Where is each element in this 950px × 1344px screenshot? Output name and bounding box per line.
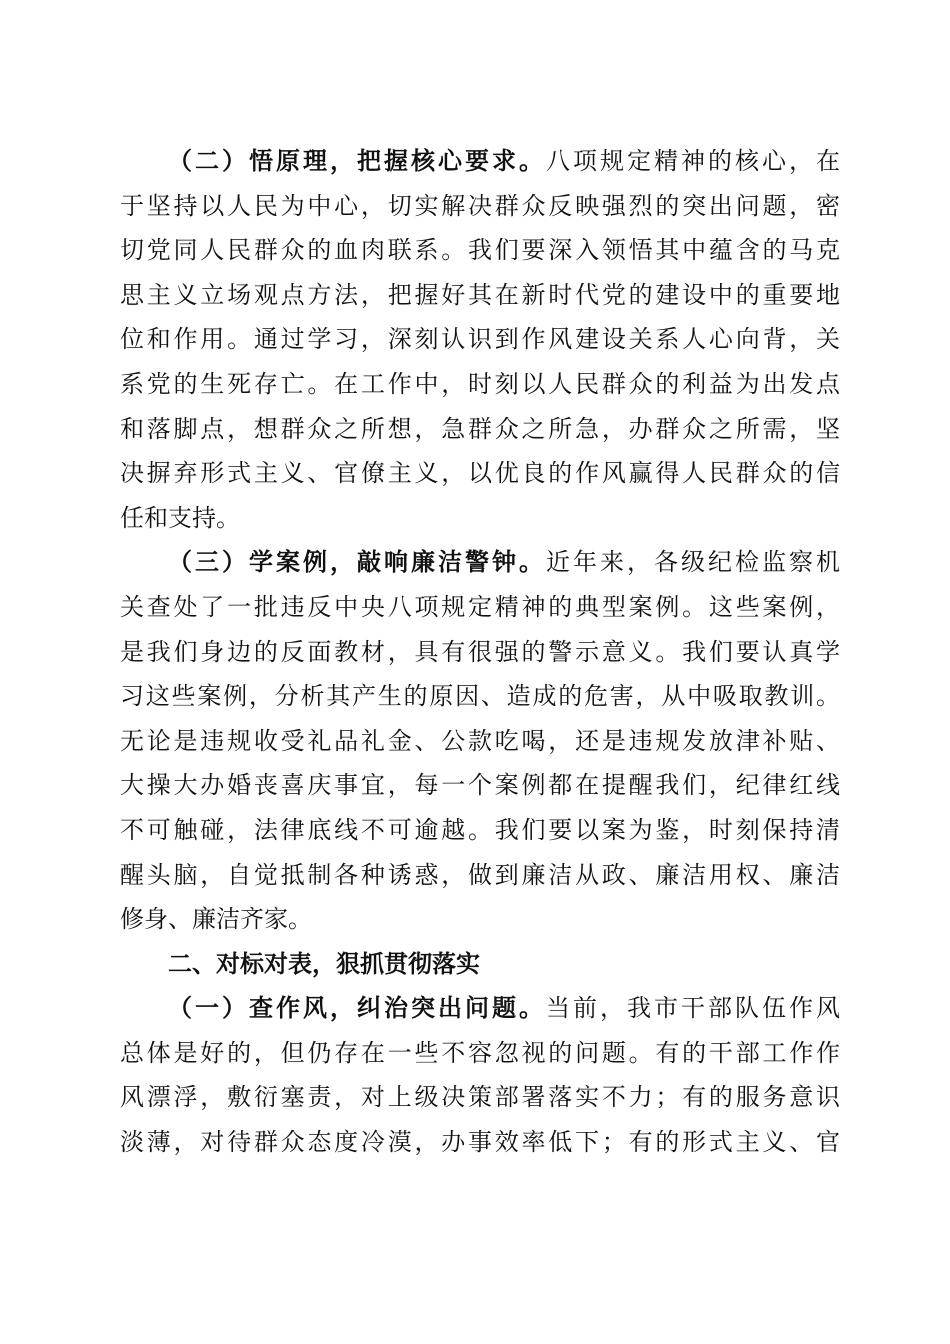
paragraph-line: 醒头脑，自觉抵制各种诱惑，做到廉洁从政、廉洁用权、廉洁 (120, 860, 840, 889)
paragraph-line: 决摒弃形式主义、官僚主义，以优良的作风赢得人民群众的信 (120, 459, 840, 488)
paragraph-lead: （三）学案例，敲响廉洁警钟。 (168, 548, 546, 577)
paragraph-line: 关查处了一批违反中央八项规定精神的典型案例。这些案例， (120, 592, 840, 621)
paragraph (120, 139, 840, 540)
paragraph-line: 大操大办婚丧喜庆事宜，每一个案例都在提醒我们，纪律红线 (120, 771, 840, 800)
paragraph-line: （二）悟原理，把握核心要求。八项规定精神的核心，在 (168, 147, 840, 175)
paragraph-line: 位和作用。通过学习，深刻认识到作风建设关系人心向背，关 (120, 325, 840, 354)
paragraph-line: 是我们身边的反面教材，具有很强的警示意义。我们要认真学 (120, 637, 840, 666)
paragraph-line: 无论是违规收受礼品礼金、公款吃喝，还是违规发放津补贴、 (120, 726, 840, 755)
paragraph-line: 系党的生死存亡。在工作中，时刻以人民群众的利益为出发点 (120, 369, 840, 398)
paragraph-line: 切党同人民群众的血肉联系。我们要深入领悟其中蕴含的马克 (120, 236, 840, 265)
paragraph-line: （一）查作风，纠治突出问题。当前，我市干部队伍作风 (168, 994, 840, 1023)
paragraph-line: 习这些案例，分析其产生的原因、造成的危害，从中吸取教训。 (120, 682, 840, 711)
section-heading-block (120, 942, 840, 987)
paragraph-line: 和落脚点，想群众之所想，急群众之所急，办群众之所需，坚 (120, 414, 840, 443)
paragraph-line: 风漂浮，敷衍塞责，对上级决策部署落实不力；有的服务意识 (120, 1083, 840, 1112)
paragraph-lead: （一）查作风，纠治突出问题。 (168, 994, 546, 1023)
paragraph-line: 修身、廉洁齐家。 (120, 905, 312, 934)
paragraph-lead: （二）悟原理，把握核心要求。 (168, 147, 546, 175)
paragraph-line: 淡薄，对待群众态度冷漠，办事效率低下；有的形式主义、官 (120, 1128, 840, 1157)
paragraph-line: 任和支持。 (120, 503, 240, 532)
paragraph-line: 不可触碰，法律底线不可逾越。我们要以案为鉴，时刻保持清 (120, 815, 840, 844)
paragraph-line: 总体是好的，但仍存在一些不容忽视的问题。有的干部工作作 (120, 1038, 840, 1067)
paragraph-line: 思主义立场观点方法，把握好其在新时代党的建设中的重要地 (120, 280, 840, 309)
section-heading: 二、对标对表，狠抓贯彻落实 (168, 949, 480, 978)
document-body (120, 139, 840, 1165)
paragraph-line: 于坚持以人民为中心，切实解决群众反映强烈的突出问题，密 (120, 191, 840, 220)
paragraph (120, 986, 840, 1164)
paragraph (120, 540, 840, 941)
paragraph-line: （三）学案例，敲响廉洁警钟。近年来，各级纪检监察机 (168, 548, 840, 577)
